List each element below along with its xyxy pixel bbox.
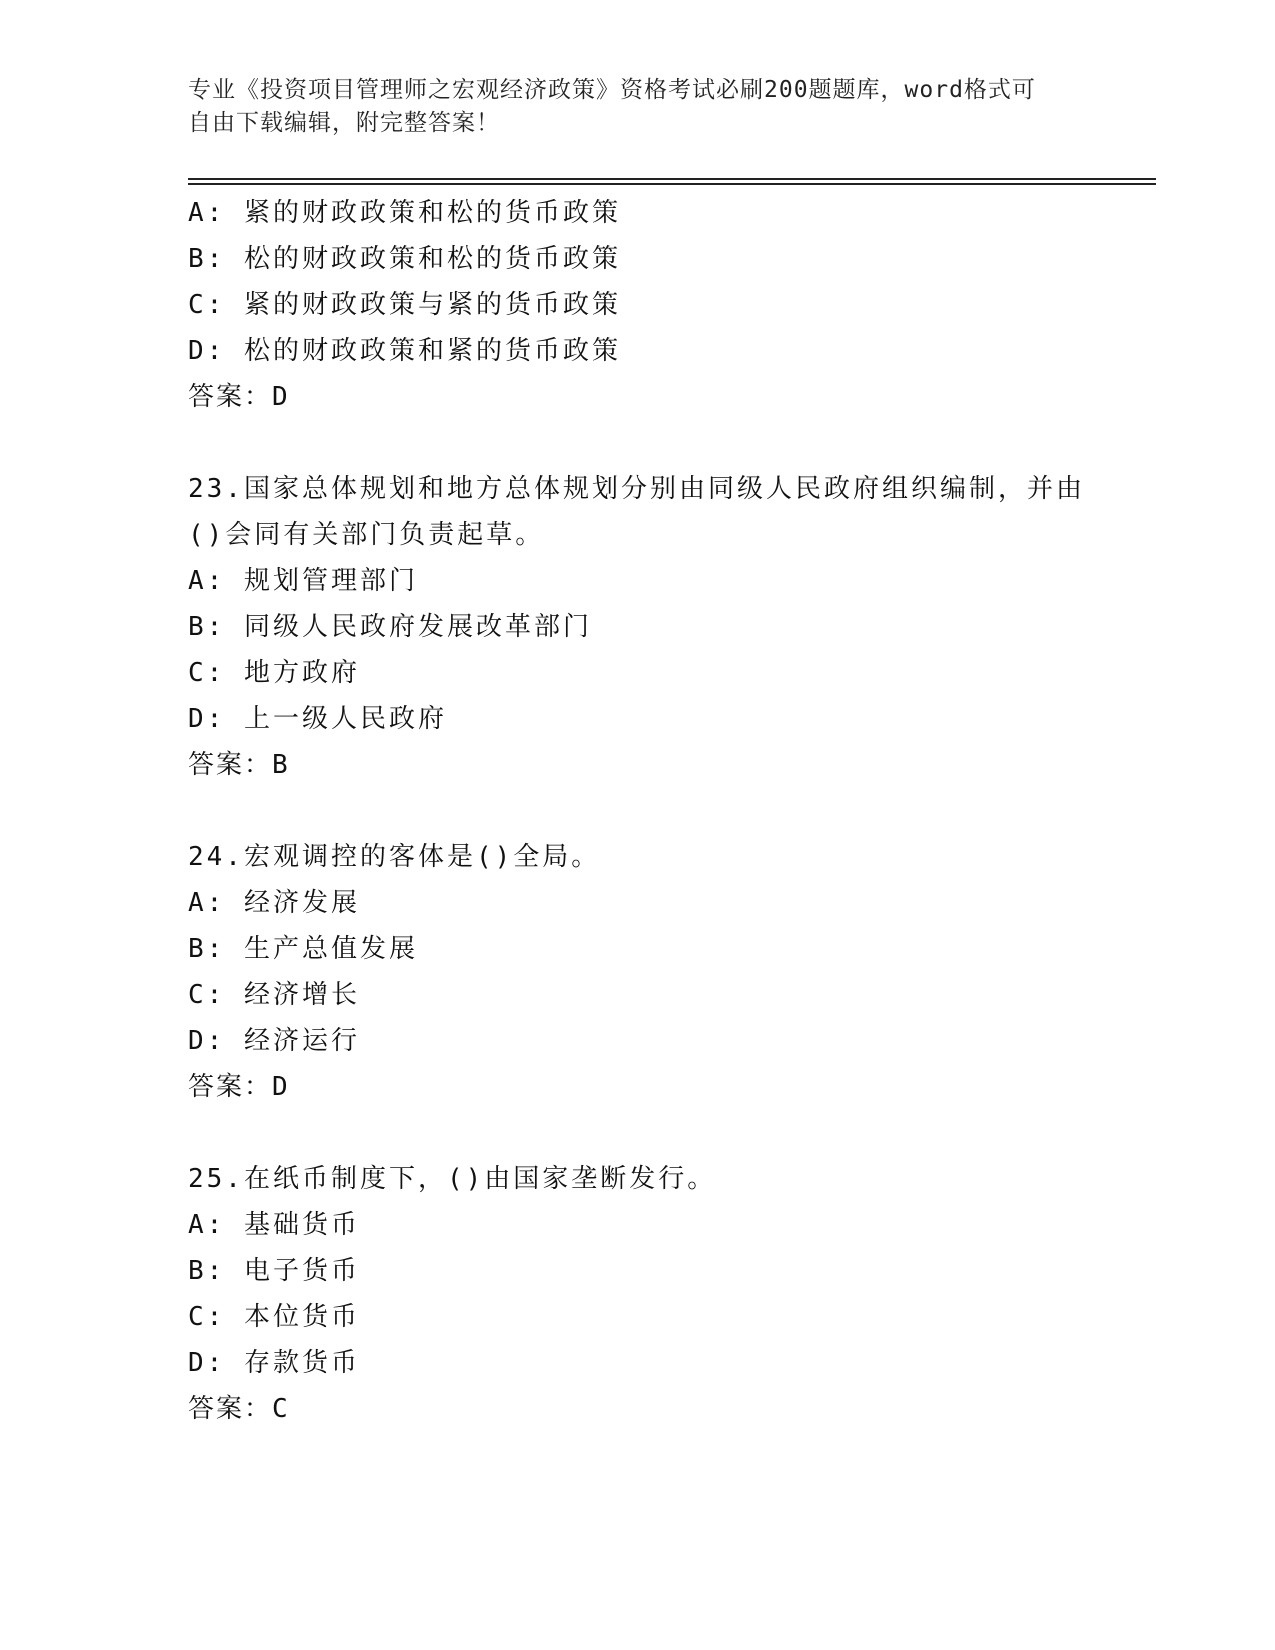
option-a: A: 基础货币	[188, 1210, 360, 1240]
question-23	[188, 466, 1088, 788]
option-c: C: 本位货币	[188, 1302, 360, 1332]
option-a: A: 规划管理部门	[188, 566, 418, 596]
question-text-line-1: 24.宏观调控的客体是()全局。	[188, 842, 601, 872]
option-c: C: 紧的财政政策与紧的货币政策	[188, 290, 621, 320]
option-d: D: 存款货币	[188, 1348, 360, 1378]
question-22	[188, 190, 1088, 420]
answer-row	[188, 742, 1088, 788]
question-text-line-1: 23.国家总体规划和地方总体规划分别由同级人民政府组织编制，并由	[188, 474, 1085, 504]
header-divider-bottom	[188, 183, 1156, 185]
answer-value: B	[272, 750, 290, 780]
header-divider-top	[188, 178, 1156, 180]
answer-row	[188, 374, 1088, 420]
header-title-line-2: 自由下载编辑，附完整答案！	[188, 110, 500, 136]
question-spacer	[188, 788, 1088, 834]
option-d: D: 经济运行	[188, 1026, 360, 1056]
option-a: A: 经济发展	[188, 888, 360, 918]
answer-value: D	[272, 382, 290, 412]
option-d: D: 松的财政政策和紧的货币政策	[188, 336, 621, 366]
option-b: B: 松的财政政策和松的货币政策	[188, 244, 621, 274]
option-c: C: 地方政府	[188, 658, 360, 688]
question-spacer	[188, 420, 1088, 466]
question-spacer	[188, 1110, 1088, 1156]
answer-label: 答案：	[188, 382, 273, 412]
option-b: B: 同级人民政府发展改革部门	[188, 612, 592, 642]
question-text-line-2: ()会同有关部门负责起草。	[188, 520, 545, 550]
document-header	[188, 74, 1088, 140]
option-b: B: 生产总值发展	[188, 934, 418, 964]
question-text-line-1: 25.在纸币制度下，()由国家垄断发行。	[188, 1164, 717, 1194]
answer-row	[188, 1064, 1088, 1110]
option-a: A: 紧的财政政策和松的货币政策	[188, 198, 621, 228]
answer-label: 答案：	[188, 1072, 273, 1102]
option-b: B: 电子货币	[188, 1256, 360, 1286]
option-d: D: 上一级人民政府	[188, 704, 447, 734]
header-title-line-1: 专业《投资项目管理师之宏观经济政策》资格考试必刷200题题库，word格式可	[188, 77, 1036, 103]
question-24	[188, 834, 1088, 1110]
answer-row	[188, 1386, 1088, 1432]
question-25	[188, 1156, 1088, 1432]
answer-label: 答案：	[188, 750, 273, 780]
question-list	[188, 190, 1088, 1432]
answer-value: D	[272, 1072, 290, 1102]
answer-label: 答案：	[188, 1394, 273, 1424]
option-c: C: 经济增长	[188, 980, 360, 1010]
answer-value: C	[272, 1394, 290, 1424]
